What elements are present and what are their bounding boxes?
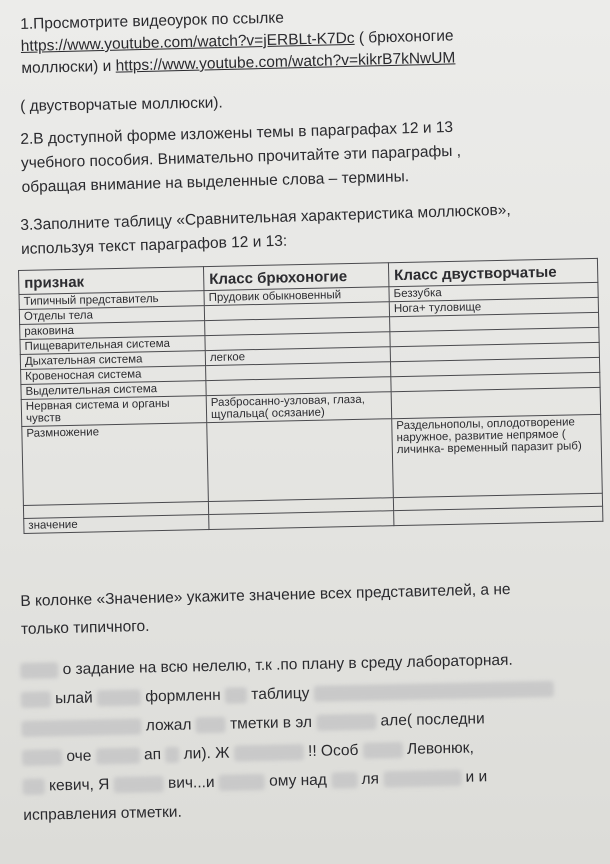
instruction-1-note-2: ( двустворчатые моллюски). — [20, 94, 223, 115]
video-link-2[interactable]: https://www.youtube.com/watch?v=kikrB7kNwUM — [115, 49, 456, 75]
footer-text-fragment: Левонюк, — [406, 739, 474, 758]
redacted-text — [165, 747, 179, 763]
footer-text-fragment: таблицу — [251, 684, 310, 704]
footer-line-1: В колонке «Значение» укажите значение всех представителей, а не — [20, 581, 511, 610]
table-cell — [207, 419, 394, 502]
redacted-text — [363, 742, 403, 759]
footer-line-3-text: о задание на всю нелелю, т.к .по плану в среду лабораторная. — [62, 651, 513, 679]
table-cell: Нервная система и органы чувств — [21, 396, 207, 427]
footer-text-fragment: ому над — [268, 771, 328, 790]
table-cell: Дыхательная система — [20, 351, 205, 370]
header-gastropods: Класс брюхоногие — [203, 263, 388, 291]
footer-text-fragment: ля — [361, 770, 380, 788]
instruction-1-line-3-start: моллюски) и — [21, 57, 116, 77]
redacted-text — [219, 774, 265, 791]
instruction-1-note-1: ( брюхоногие — [354, 27, 454, 47]
footer-text-fragment: ложал — [145, 716, 192, 735]
redacted-text — [97, 689, 141, 706]
footer-text-fragment: ли). Ж — [183, 744, 230, 763]
footer-text-fragment: вич...и — [167, 773, 215, 792]
instruction-1-line-1: 1.Просмотрите видеоурок по ссылке — [20, 9, 285, 33]
table-cell: легкое — [205, 347, 390, 366]
redacted-text — [22, 749, 62, 766]
table-cell: Типичный представитель — [19, 291, 204, 310]
redacted-text — [114, 776, 164, 793]
table-cell: раковина — [20, 321, 205, 340]
instruction-2-line-3: обращая внимание на выделенные слова – термины. — [21, 168, 410, 196]
instruction-3 — [20, 196, 601, 262]
instruction-2-line-2: учебного пособия. Внимательно прочитайте эти параграфы , — [20, 142, 462, 172]
header-feature: признак — [19, 267, 204, 295]
redacted-text — [21, 718, 141, 737]
instruction-2-line-1: 2.В доступной форме изложены темы в параграфах 12 и 13 — [20, 118, 454, 148]
footer-text-fragment: ылай — [55, 689, 93, 708]
instruction-2 — [20, 112, 602, 200]
footer-text-fragment: оче — [66, 747, 92, 766]
table-cell: Прудовик обыкновенный — [204, 287, 389, 306]
table-cell: Пищеварительная система — [20, 336, 205, 355]
footer-line-2: только типичного. — [20, 617, 150, 638]
table-cell: Беззубка — [389, 282, 598, 301]
redacted-text — [196, 717, 226, 734]
table-row — [22, 414, 603, 505]
redacted-text — [96, 747, 140, 764]
redacted-text — [20, 662, 58, 679]
footer-text-fragment: и и — [465, 768, 488, 786]
footer-note — [20, 574, 601, 644]
table-cell: Размножение — [22, 423, 209, 506]
table-cell: значение — [24, 515, 209, 534]
redacted-text — [225, 687, 247, 703]
redacted-text — [316, 713, 376, 730]
redacted-text — [314, 681, 554, 702]
table-cell: Разбросанно-узловая, глаза, щупальца( осязание) — [206, 392, 392, 423]
footer-text-fragment: формленн — [145, 686, 221, 706]
instruction-1 — [20, 0, 601, 80]
table-cell — [394, 506, 603, 525]
table-cell: Выделительная система — [21, 381, 206, 400]
footer-text-fragment: !! Особ — [307, 741, 359, 760]
footer-text-fragment: ап — [143, 746, 162, 764]
table-cell — [209, 511, 394, 530]
footer-text-fragment: тметки в эл — [229, 713, 313, 733]
table-cell: Нога+ туловище — [389, 297, 598, 316]
instruction-3-line-1: 3.Заполните таблицу «Сравнительная характеристика моллюсков», — [20, 201, 511, 234]
header-bivalves: Класс двустворчатые — [388, 258, 597, 286]
redacted-text — [383, 770, 461, 788]
table-cell: Кровеносная система — [21, 366, 206, 385]
redacted-text — [331, 772, 357, 789]
footer-text-fragment: але( последни — [380, 710, 485, 730]
table-cell: Отделы тела — [19, 306, 204, 325]
table-cell: Раздельнополы, оплодотворение наружное, развитие непрямое ( личинка- временный паразит рыб) — [392, 414, 603, 497]
footer-text-fragment: кевич, Я — [48, 776, 110, 795]
redacted-text — [23, 778, 45, 794]
instruction-3-line-2: используя текст параграфов 12 и 13: — [20, 232, 288, 258]
footer-message — [20, 644, 604, 830]
redacted-text — [234, 744, 304, 761]
comparison-table — [18, 258, 603, 534]
redacted-text — [21, 691, 51, 708]
footer-line-8: исправления отметки. — [23, 803, 182, 824]
video-link-1[interactable]: https://www.youtube.com/watch?v=jERBLt-K7Dc — [20, 29, 355, 55]
